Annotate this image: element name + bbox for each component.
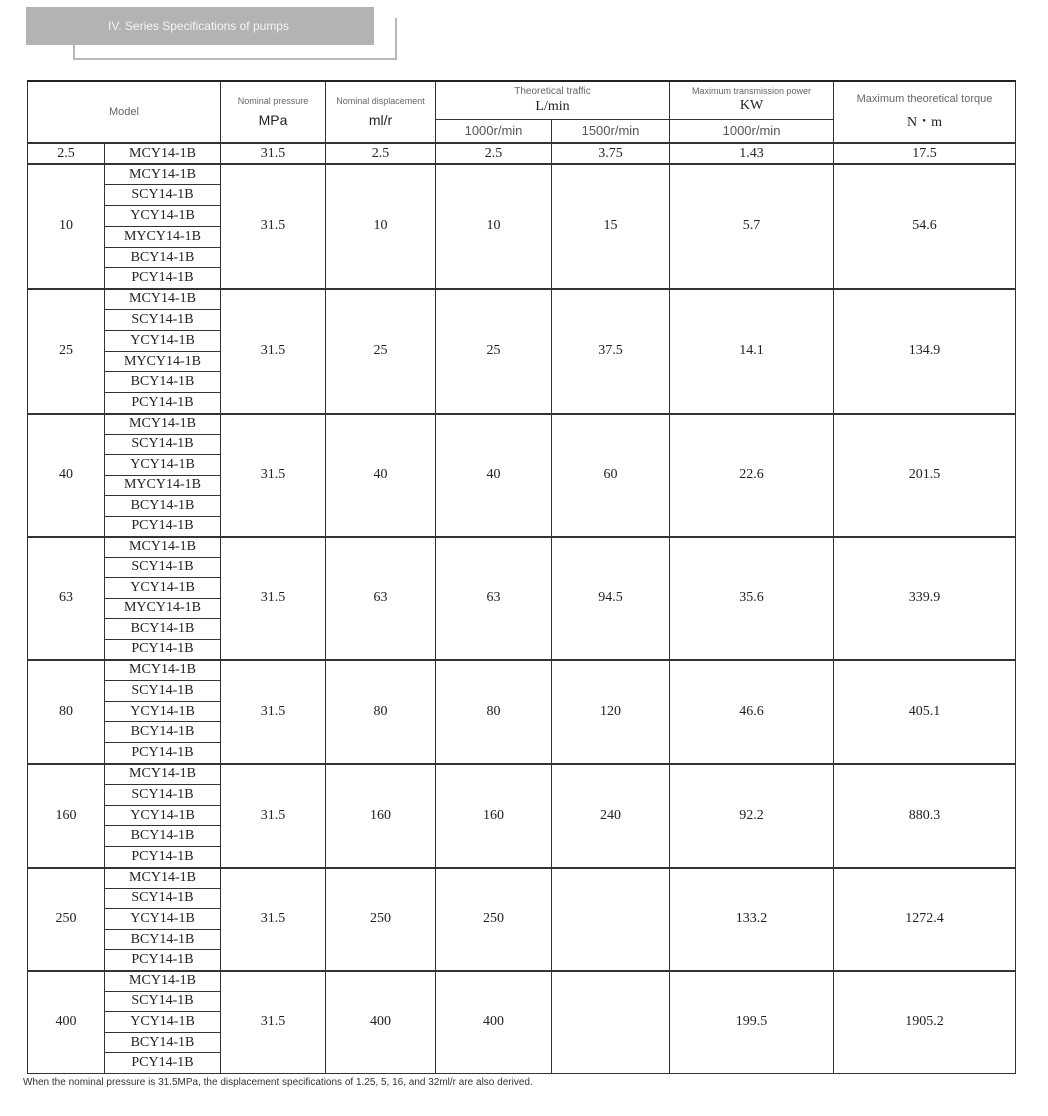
flow-1500-cell: 3.75: [552, 143, 670, 164]
torque-cell: 134.9: [834, 289, 1016, 414]
header-power-unit: KW: [739, 98, 764, 114]
model-cell: MCY14-1B: [105, 868, 221, 889]
size-cell: 400: [28, 971, 105, 1074]
torque-cell: 339.9: [834, 537, 1016, 660]
flow-1000-cell: 63: [436, 537, 552, 660]
torque-cell: 54.6: [834, 164, 1016, 289]
flow-1000-cell: 400: [436, 971, 552, 1074]
table-row: [28, 868, 1016, 889]
displacement-cell: 160: [326, 764, 436, 868]
model-cell: PCY14-1B: [105, 847, 221, 868]
flow-1000-cell: 80: [436, 660, 552, 764]
model-cell: YCY14-1B: [105, 578, 221, 599]
model-cell: MCY14-1B: [105, 971, 221, 992]
model-cell: MCY14-1B: [105, 143, 221, 164]
model-cell: PCY14-1B: [105, 1053, 221, 1074]
pressure-cell: 31.5: [221, 414, 326, 537]
model-cell: MCY14-1B: [105, 164, 221, 185]
flow-1500-cell: 60: [552, 414, 670, 537]
header-power: [670, 81, 834, 119]
model-cell: YCY14-1B: [105, 1012, 221, 1033]
displacement-cell: 250: [326, 868, 436, 971]
model-cell: SCY14-1B: [105, 185, 221, 206]
flow-1000-cell: 10: [436, 164, 552, 289]
model-cell: BCY14-1B: [105, 496, 221, 517]
model-cell: BCY14-1B: [105, 722, 221, 743]
size-cell: 80: [28, 660, 105, 764]
model-cell: YCY14-1B: [105, 455, 221, 476]
model-cell: BCY14-1B: [105, 826, 221, 847]
torque-cell: 201.5: [834, 414, 1016, 537]
model-cell: YCY14-1B: [105, 909, 221, 930]
header-torque-unit: N・m: [907, 115, 943, 130]
size-cell: 25: [28, 289, 105, 414]
header-pressure-unit: MPa: [258, 112, 288, 128]
model-cell: BCY14-1B: [105, 619, 221, 640]
table-row: [28, 764, 1016, 785]
pressure-cell: 31.5: [221, 164, 326, 289]
torque-cell: 1905.2: [834, 971, 1016, 1074]
model-cell: MYCY14-1B: [105, 598, 221, 619]
power-cell: 133.2: [670, 868, 834, 971]
power-cell: 5.7: [670, 164, 834, 289]
power-cell: 199.5: [670, 971, 834, 1074]
flow-1000-cell: 25: [436, 289, 552, 414]
footnote: When the nominal pressure is 31.5MPa, the displacement specifications of 1.25, 5, 16, and 32ml/r are also derived.: [23, 1077, 533, 1088]
power-cell: 1.43: [670, 143, 834, 164]
model-cell: SCY14-1B: [105, 680, 221, 701]
header-model: [28, 81, 221, 143]
page-title: IV. Series Specifications of pumps: [108, 19, 289, 33]
pressure-cell: 31.5: [221, 660, 326, 764]
flow-1000-cell: 160: [436, 764, 552, 868]
header-displacement: [326, 81, 436, 143]
pressure-cell: 31.5: [221, 764, 326, 868]
displacement-cell: 10: [326, 164, 436, 289]
model-cell: YCY14-1B: [105, 805, 221, 826]
model-cell: MCY14-1B: [105, 414, 221, 435]
model-cell: BCY14-1B: [105, 929, 221, 950]
flow-1000-cell: 2.5: [436, 143, 552, 164]
size-cell: 250: [28, 868, 105, 971]
table-row: [28, 660, 1016, 681]
displacement-cell: 40: [326, 414, 436, 537]
model-cell: SCY14-1B: [105, 434, 221, 455]
title-banner: [26, 7, 374, 45]
flow-1500-cell: 15: [552, 164, 670, 289]
size-cell: 160: [28, 764, 105, 868]
model-cell: PCY14-1B: [105, 268, 221, 289]
displacement-cell: 25: [326, 289, 436, 414]
pressure-cell: 31.5: [221, 868, 326, 971]
header-model-label: Model: [109, 106, 139, 118]
model-cell: SCY14-1B: [105, 991, 221, 1012]
model-cell: YCY14-1B: [105, 330, 221, 351]
model-cell: SCY14-1B: [105, 557, 221, 578]
header-traffic-1000: 1000r/min: [436, 119, 552, 143]
header-power-label: Maximum transmission power: [692, 86, 812, 97]
displacement-cell: 2.5: [326, 143, 436, 164]
model-cell: MCY14-1B: [105, 537, 221, 558]
model-cell: MCY14-1B: [105, 660, 221, 681]
header-traffic: [436, 81, 670, 119]
model-cell: YCY14-1B: [105, 206, 221, 227]
model-cell: PCY14-1B: [105, 639, 221, 660]
model-cell: BCY14-1B: [105, 247, 221, 268]
model-cell: MYCY14-1B: [105, 351, 221, 372]
flow-1000-cell: 40: [436, 414, 552, 537]
flow-1000-cell: 250: [436, 868, 552, 971]
pressure-cell: 31.5: [221, 289, 326, 414]
header-displacement-unit: ml/r: [368, 112, 393, 128]
header-power-1000: 1000r/min: [670, 119, 834, 143]
spec-table: [27, 80, 1016, 1074]
model-cell: BCY14-1B: [105, 372, 221, 393]
header-pressure: [221, 81, 326, 143]
power-cell: 46.6: [670, 660, 834, 764]
table-row: [28, 414, 1016, 435]
table-row: [28, 164, 1016, 185]
header-traffic-unit: L/min: [535, 98, 570, 114]
model-cell: PCY14-1B: [105, 743, 221, 764]
torque-cell: 880.3: [834, 764, 1016, 868]
pressure-cell: 31.5: [221, 971, 326, 1074]
torque-cell: 1272.4: [834, 868, 1016, 971]
model-cell: MYCY14-1B: [105, 226, 221, 247]
header-traffic-1500: 1500r/min: [552, 119, 670, 143]
model-cell: MCY14-1B: [105, 289, 221, 310]
flow-1500-cell: [552, 971, 670, 1074]
model-cell: MYCY14-1B: [105, 475, 221, 496]
power-cell: 92.2: [670, 764, 834, 868]
table-row: [28, 971, 1016, 992]
table-row: [28, 289, 1016, 310]
size-cell: 10: [28, 164, 105, 289]
table-row: [28, 537, 1016, 558]
model-cell: SCY14-1B: [105, 784, 221, 805]
pressure-cell: 31.5: [221, 143, 326, 164]
flow-1500-cell: 94.5: [552, 537, 670, 660]
size-cell: 40: [28, 414, 105, 537]
flow-1500-cell: 240: [552, 764, 670, 868]
size-cell: 63: [28, 537, 105, 660]
torque-cell: 405.1: [834, 660, 1016, 764]
header-traffic-label: Theoretical traffic: [514, 85, 591, 97]
torque-cell: 17.5: [834, 143, 1016, 164]
model-cell: SCY14-1B: [105, 888, 221, 909]
flow-1500-cell: [552, 868, 670, 971]
model-cell: BCY14-1B: [105, 1032, 221, 1053]
size-cell: 2.5: [28, 143, 105, 164]
model-cell: YCY14-1B: [105, 701, 221, 722]
model-cell: PCY14-1B: [105, 950, 221, 971]
model-cell: PCY14-1B: [105, 393, 221, 414]
model-cell: MCY14-1B: [105, 764, 221, 785]
table-row: [28, 143, 1016, 164]
pressure-cell: 31.5: [221, 537, 326, 660]
header-pressure-label: Nominal pressure: [237, 96, 309, 106]
displacement-cell: 80: [326, 660, 436, 764]
power-cell: 22.6: [670, 414, 834, 537]
power-cell: 14.1: [670, 289, 834, 414]
displacement-cell: 400: [326, 971, 436, 1074]
flow-1500-cell: 120: [552, 660, 670, 764]
model-cell: PCY14-1B: [105, 516, 221, 537]
power-cell: 35.6: [670, 537, 834, 660]
flow-1500-cell: 37.5: [552, 289, 670, 414]
header-displacement-label: Nominal displacement: [336, 96, 425, 106]
header-torque-label: Maximum theoretical torque: [856, 93, 993, 105]
header-torque: [834, 81, 1016, 143]
displacement-cell: 63: [326, 537, 436, 660]
spec-table-body: [28, 143, 1016, 1073]
model-cell: SCY14-1B: [105, 310, 221, 331]
